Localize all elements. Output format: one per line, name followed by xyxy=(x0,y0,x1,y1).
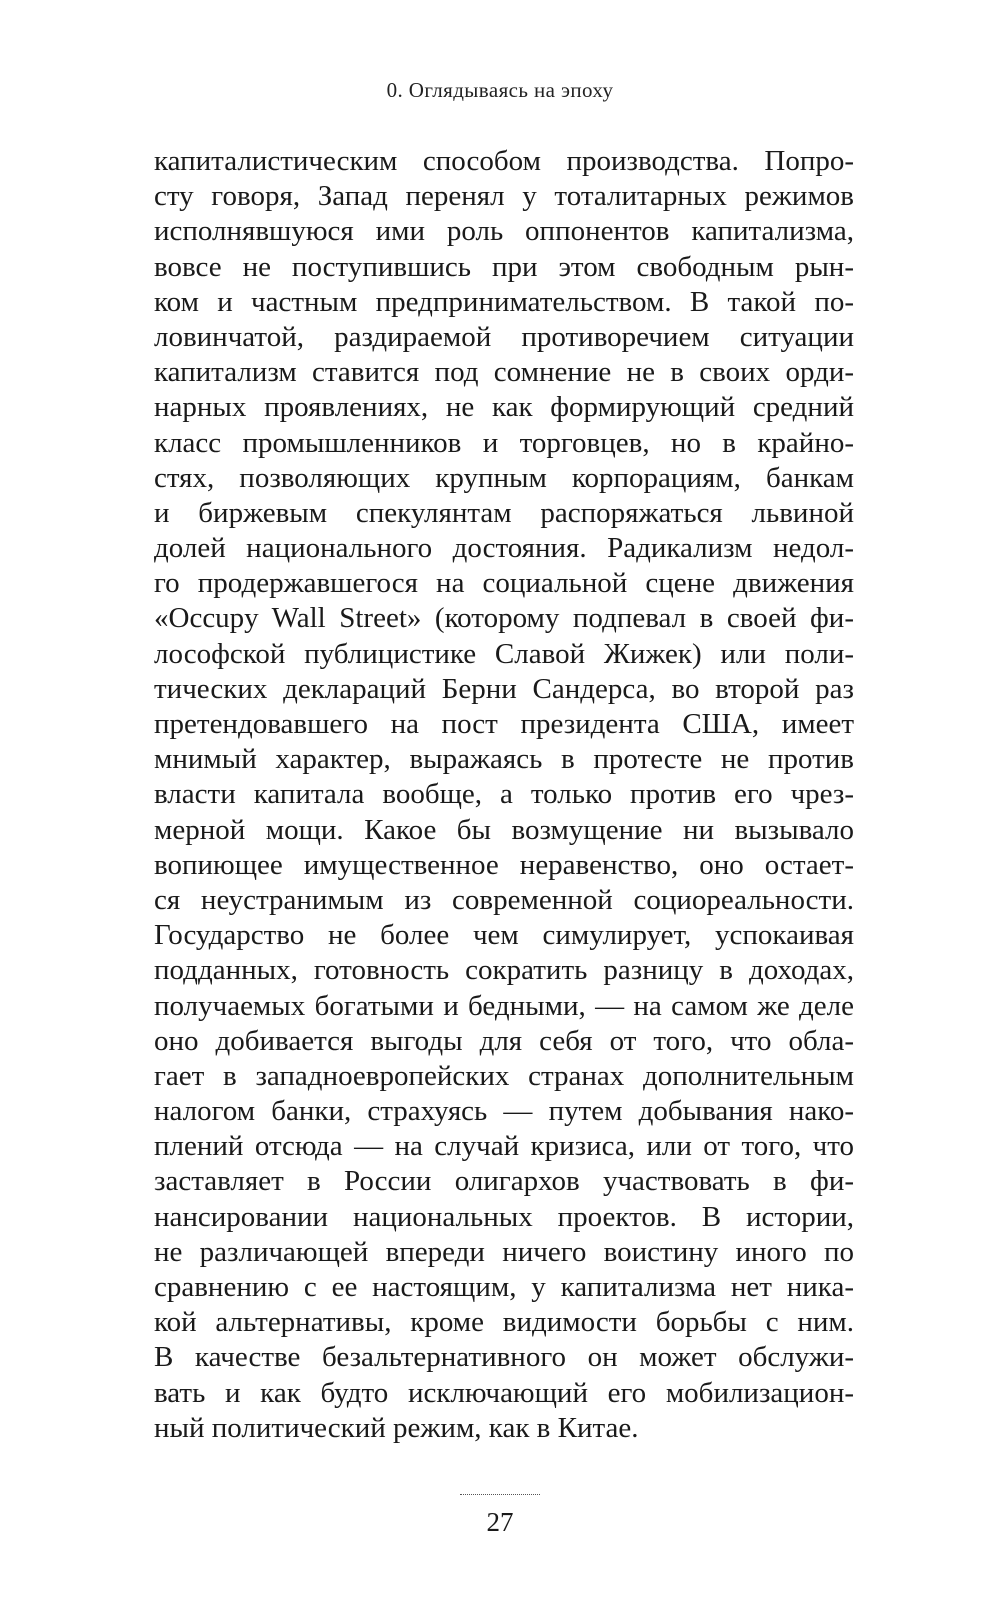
text-line: оно добивается выгоды для себя от того, что обла- xyxy=(154,1024,854,1057)
text-line: мнимый характер, выражаясь в протесте не против xyxy=(154,743,854,776)
text-line: лософской публицистике Славой Жижек) или поли- xyxy=(154,637,854,670)
text-line: Государство не более чем симулирует, успокаивая xyxy=(154,919,854,952)
text-line: налогом банки, страхуясь — путем добывания нако- xyxy=(154,1095,854,1128)
text-line: не различающей впереди ничего воистину иного по xyxy=(154,1235,854,1268)
text-line: власти капитала вообще, а только против его чрез- xyxy=(154,778,854,811)
text-line: мерной мощи. Какое бы возмущение ни вызывало xyxy=(154,813,854,846)
text-line: капиталистическим способом производства. Попро- xyxy=(154,145,854,177)
text-line: нансировании национальных проектов. В истории, xyxy=(154,1200,854,1233)
text-line: долей национального достояния. Радикализм недол- xyxy=(154,532,854,565)
text-line: претендовавшего на пост президента США, имеет xyxy=(154,708,854,740)
text-line: вопиющее имущественное неравенство, оно остает- xyxy=(154,848,854,881)
folio-divider xyxy=(460,1494,540,1495)
text-line: нарных проявлениях, не как формирующий средний xyxy=(154,391,854,424)
text-line: подданных, готовность сократить разницу в доходах, xyxy=(154,954,854,987)
text-line: гает в западноевропейских странах дополнительным xyxy=(154,1059,854,1092)
text-line: вовсе не поступившись при этом свободным рын- xyxy=(154,250,854,283)
text-line: и биржевым спекулянтам распоряжаться львиной xyxy=(154,496,854,529)
text-line: класс промышленников и торговцев, но в крайно- xyxy=(154,426,854,459)
text-line: заставляет в России олигархов участвовать в фи- xyxy=(154,1165,854,1198)
body-text xyxy=(154,144,854,1446)
text-line: ся неустранимым из современной социореальности. xyxy=(154,883,854,916)
page-number: 27 xyxy=(486,1507,514,1537)
text-line: ком и частным предпринимательством. В такой по- xyxy=(154,285,854,318)
text-line: исполнявшуюся ими роль оппонентов капитализма, xyxy=(154,215,854,248)
text-line: «Occupy Wall Street» (которому подпевал в своей фи- xyxy=(154,602,854,635)
text-line: капитализм ставится под сомнение не в своих орди- xyxy=(154,356,854,389)
text-line: стях, позволяющих крупным корпорациям, банкам xyxy=(154,461,854,494)
running-head: 0. Оглядываясь на эпоху xyxy=(386,78,614,102)
text-line: В качестве безальтернативного он может обслужи- xyxy=(154,1341,854,1374)
text-line: получаемых богатыми и бедными, — на самом же деле xyxy=(154,989,854,1022)
text-line: го продержавшегося на социальной сцене движения xyxy=(154,567,854,600)
text-line: сравнению с ее настоящим, у капитализма нет ника- xyxy=(154,1271,854,1303)
text-line: кой альтернативы, кроме видимости борьбы с ним. xyxy=(154,1306,854,1339)
text-line: ловинчатой, раздираемой противоречием ситуации xyxy=(154,320,854,353)
text-line: ный политический режим, как в Китае. xyxy=(154,1411,639,1444)
text-line: вать и как будто исключающий его мобилизацион- xyxy=(154,1376,854,1409)
text-line: сту говоря, Запад перенял у тоталитарных режимов xyxy=(154,180,854,213)
text-line: плений отсюда — на случай кризиса, или от того, что xyxy=(154,1130,854,1163)
text-line: тических деклараций Берни Сандерса, во второй раз xyxy=(154,672,854,705)
